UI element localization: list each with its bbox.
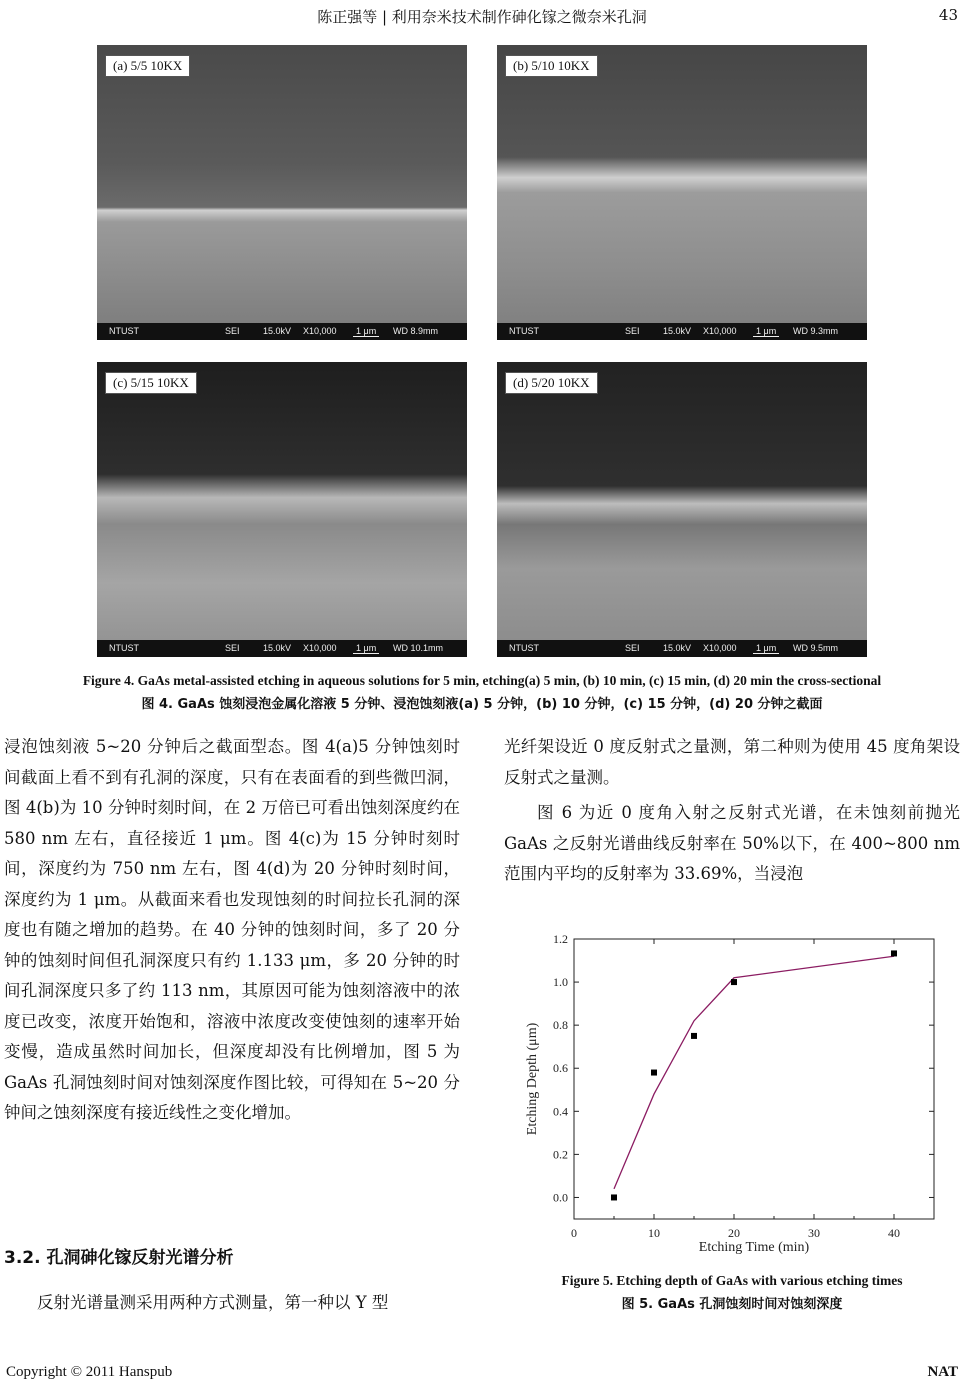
left-paragraph-2: 反射光谱量测采用两种方式测量，第一种以 Y 型 [37, 1293, 389, 1312]
x-tick-label: 30 [808, 1226, 820, 1240]
right-paragraph-2: 图 6 为近 0 度角入射之反射式光谱，在未蚀刻前抛光 GaAs 之反射光谱曲线反射率在 50%以下，在 400~800 nm 范围内平均的反射率为 33.69%，当浸泡 [504, 803, 960, 883]
page-number: 43 [938, 6, 958, 24]
sem-panel-c [97, 362, 467, 657]
panel-label: (b) 5/10 10KX [505, 55, 598, 77]
panel-label: (c) 5/15 10KX [105, 372, 197, 394]
left-paragraph-1: 浸泡蚀刻液 5~20 分钟后之截面型态。图 4(a)5 分钟蚀刻时间截面上看不到有孔洞的深度，只有在表面看的到些微凹洞，图 4(b)为 10 分钟时刻时间，在 2 万倍已可看出蚀刻深度约在 580 nm 左右，直径接近 1 μm。图 4(c)为 15 分钟时刻时间，深度约为 750 nm 左右，图 4(d)为 20 分钟时刻时间，深度约为 1 μm。从截面来看也发现蚀刻的时间拉长孔洞的深度也有随之增加的趋势。在 40 分钟的蚀刻时间，多了 20 分钟的蚀刻时间但孔洞深度只有约 1.133 μm，多 20 分钟的时间孔洞深度只多了约 113 nm，其原因可能为蚀刻溶液中的浓度已改变，浓度开始饱和，溶液中浓度改变使蚀刻的速率开始变慢，造成虽然时间加长，但深度却没有比例增加，图 5 为 GaAs 孔洞蚀刻时间对蚀刻深度作图比较，可得知在 5~20 分钟间之蚀刻深度有接近线性之变化增加。 [4, 737, 460, 1122]
y-tick-label: 0.8 [553, 1018, 568, 1033]
sem-panel-d [497, 362, 867, 657]
right-paragraph-1: 光纤架设近 0 度反射式之量测，第二种则为使用 45 度角架设反射式之量测。 [504, 737, 960, 787]
sem-info-bar: NTUST SEI 15.0kV X10,000 1 μm WD 10.1mm [97, 640, 467, 657]
running-header: 陈正强等 | 利用奈米技术制作砷化镓之微奈米孔洞 [317, 8, 647, 26]
data-point [891, 950, 897, 956]
x-tick-label: 40 [888, 1226, 900, 1240]
figure5-caption-zh: 图 5. GaAs 孔洞蚀刻时间对蚀刻深度 [621, 1297, 843, 1312]
y-axis-label: Etching Depth (μm) [525, 1022, 540, 1136]
x-tick-label: 20 [728, 1226, 740, 1240]
y-tick-label: 1.0 [553, 975, 568, 990]
data-point [651, 1070, 657, 1076]
figure4-caption-zh: 图 4. GaAs 蚀刻浸泡金属化溶液 5 分钟、浸泡蚀刻液(a) 5 分钟，(b) 10 分钟，(c) 15 分钟，(d) 20 分钟之截面 [141, 697, 823, 712]
y-tick-label: 0.4 [553, 1104, 568, 1119]
sem-info-bar: NTUST SEI 15.0kV X10,000 1 μm WD 8.9mm [97, 323, 467, 340]
y-tick-label: 0.2 [553, 1147, 568, 1162]
etching-depth-chart [506, 925, 962, 1263]
data-point [611, 1194, 617, 1200]
data-point [691, 1033, 697, 1039]
y-axis [553, 932, 934, 1204]
sem-info-bar: NTUST SEI 15.0kV X10,000 1 μm WD 9.5mm [497, 640, 867, 657]
panel-label: (a) 5/5 10KX [105, 55, 190, 77]
y-tick-label: 0.0 [553, 1190, 568, 1205]
x-tick-label: 10 [648, 1226, 660, 1240]
x-tick-label: 0 [571, 1226, 577, 1240]
x-axis-label: Etching Time (min) [698, 1240, 810, 1255]
plot-frame [574, 939, 934, 1219]
footer-journal: NAT [927, 1364, 958, 1380]
section-heading: 3.2. 孔洞砷化镓反射光谱分析 [4, 1248, 234, 1268]
y-tick-label: 1.2 [553, 932, 568, 946]
panel-label: (d) 5/20 10KX [505, 372, 598, 394]
figure4-caption-en: Figure 4. GaAs metal-assisted etching in aqueous solutions for 5 min, etching(a) 5 min, (b) 10 min, (c) 15 min, (d) 20 min the cross-sectional [82, 673, 882, 688]
sem-info-bar: NTUST SEI 15.0kV X10,000 1 μm WD 9.3mm [497, 323, 867, 340]
sem-panel-a [97, 45, 467, 340]
data-point [731, 979, 737, 985]
sem-panel-b [497, 45, 867, 340]
figure5-caption-en: Figure 5. Etching depth of GaAs with various etching times [561, 1273, 903, 1288]
y-tick-label: 0.6 [553, 1061, 568, 1076]
data-points [611, 950, 897, 1200]
footer-copyright: Copyright © 2011 Hanspub [6, 1364, 173, 1380]
